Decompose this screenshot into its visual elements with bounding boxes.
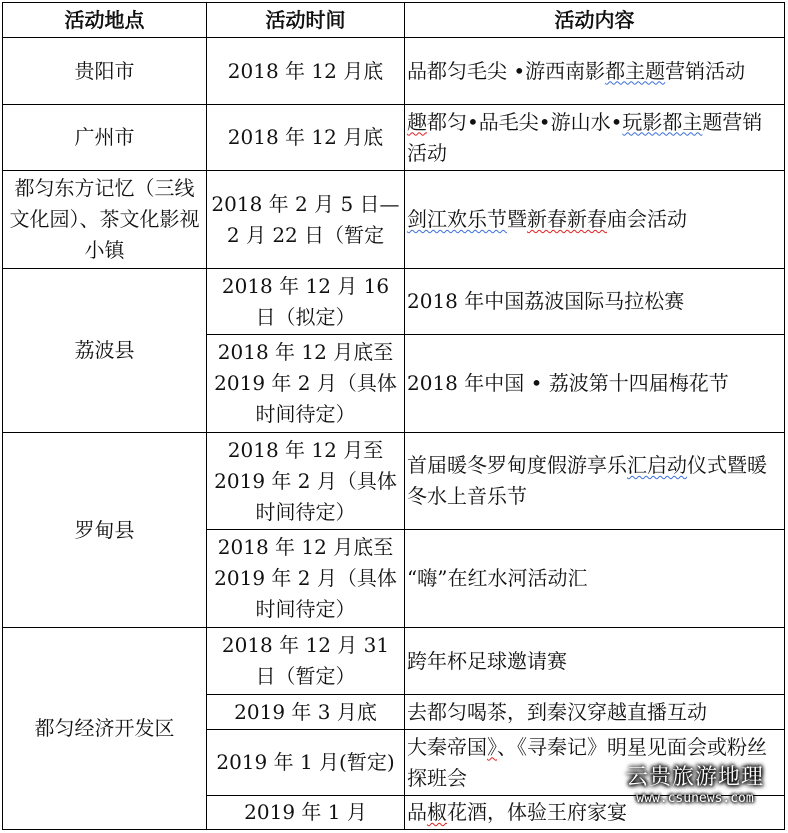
content-text: 、《寻秦记》明星见面会或粉丝探班会 — [407, 734, 767, 790]
spellcheck-underlined-text: 》 — [487, 734, 497, 759]
header-location: 活动地点 — [3, 3, 207, 38]
table-row — [3, 38, 785, 105]
content-cell — [405, 730, 785, 796]
time-cell: 2018 年 12 月至 2019 年 2 月（具体时间待定） — [207, 433, 405, 530]
watermark-title: 云贵旅游地理 — [625, 765, 764, 790]
location-cell: 都匀东方记忆（三线文化园）、茶文化影视小镇 — [3, 171, 207, 269]
table-row — [3, 628, 785, 695]
content-text: 品都匀毛尖 •游西南影 — [407, 58, 606, 83]
content-cell: 2018 年中国荔波国际马拉松赛 — [405, 269, 785, 335]
spellcheck-underlined-text: 都主题 — [605, 58, 666, 83]
spellcheck-underlined-text: 汇启动 — [627, 453, 687, 477]
location-cell: 罗甸县 — [3, 433, 207, 628]
content-cell — [405, 38, 785, 105]
content-cell — [405, 796, 785, 830]
time-cell: 2018 年 12 月底至 2019 年 2 月（具体时间待定） — [207, 530, 405, 628]
spellcheck-underlined-text: 趣 — [407, 109, 427, 134]
time-cell: 2018 年 2 月 5 日—2 月 22 日（暂定 — [207, 171, 405, 269]
events-table — [2, 2, 785, 830]
content-cell: “嗨”在红水河活动汇 — [405, 530, 785, 628]
watermark-url: www.csunews.com — [636, 791, 754, 806]
content-text: 大秦帝国 — [407, 734, 487, 759]
content-text: 庙会活动 — [607, 207, 687, 231]
time-cell: 2018 年 12 月底至 2019 年 2 月（具体时间待定） — [207, 335, 405, 433]
time-cell: 2018 年 12 月 31 日（暂定） — [207, 628, 405, 695]
header-time: 活动时间 — [207, 3, 405, 38]
content-cell: 2018 年中国 • 荔波第十四届梅花节 — [405, 335, 785, 433]
header-content: 活动内容 — [405, 3, 785, 38]
content-text: 营销活动 — [665, 58, 746, 83]
location-cell: 贵阳市 — [3, 38, 207, 105]
table-header-row — [3, 3, 785, 38]
content-text: 仪式暨暖冬水上音乐节 — [407, 453, 767, 508]
content-text: 都匀•品毛尖•游山水• — [427, 109, 623, 134]
content-cell — [405, 171, 785, 269]
content-cell — [405, 105, 785, 171]
spellcheck-underlined-text: 椒 — [427, 800, 447, 824]
time-cell: 2018 年 12 月底 — [207, 105, 405, 171]
time-cell: 2018 年 12 月 16 日（拟定） — [207, 269, 405, 335]
location-cell: 广州市 — [3, 105, 207, 171]
spellcheck-underlined-text: 新春新春 — [527, 207, 607, 231]
table-row — [3, 171, 785, 269]
content-cell: 跨年杯足球邀请赛 — [405, 628, 785, 695]
table-row — [3, 105, 785, 171]
spellcheck-underlined-text: 剑江欢乐节 — [407, 207, 507, 231]
content-text: 花酒，体验王府家宴 — [447, 800, 627, 824]
content-text: 首届暖冬罗甸度假游享乐 — [407, 453, 627, 477]
content-cell — [405, 433, 785, 530]
time-cell: 2019 年 1 月(暂定) — [207, 730, 405, 796]
time-cell: 2019 年 3 月底 — [207, 695, 405, 730]
time-cell: 2019 年 1 月 — [207, 796, 405, 830]
spellcheck-underlined-text: 玩影都主 — [622, 109, 703, 134]
content-cell: 去都匀喝茶，到秦汉穿越直播互动 — [405, 695, 785, 730]
location-cell: 都匀经济开发区 — [3, 628, 207, 830]
time-cell: 2018 年 12 月底 — [207, 38, 405, 105]
content-text: 品 — [407, 800, 427, 824]
table-row — [3, 433, 785, 530]
content-text: 暨 — [507, 207, 527, 231]
location-cell: 荔波县 — [3, 269, 207, 433]
table-row — [3, 269, 785, 335]
content-text: 题营销活动 — [407, 109, 763, 165]
